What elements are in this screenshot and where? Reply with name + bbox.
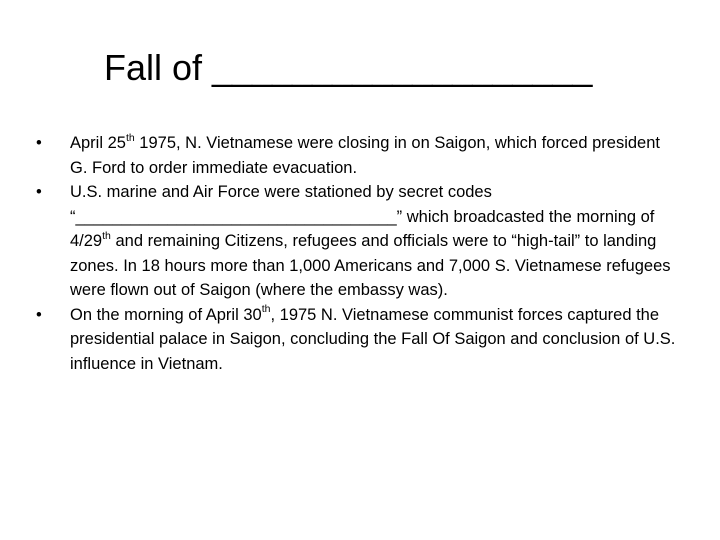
bullet-icon: • [36,134,42,152]
bullet-item-palace-captured [36,303,676,377]
slide-title: Fall of ___________________ [104,47,593,88]
bullet-list [36,131,676,376]
bullet-text: On the morning of April 30 [70,305,262,324]
bullet-icon: • [36,183,42,201]
bullet-icon: • [36,305,42,324]
bullet-text-cont: , 1975 N. Vietnamese communist forces captured the presidential palace in Saigon, concluding the Fall Of Saigon and conclusion of U.S. influence in Vietnam. [70,305,676,373]
ordinal-suffix: th [125,131,135,144]
bullet-item-evacuation [36,131,676,180]
bullet-text-cont: and remaining Citizens, refugees and officials were to “high-tail” to landing zones. In 18 hours more than 1,000 Americans and 7,000 S. Vietnamese refugees were flown out of Saigon (where the embassy was). [70,232,671,299]
bullet-text-cont: 1975, N. Vietnamese were closing in on Saigon, which forced president G. Ford to order immediate evacuation. [70,134,660,177]
ordinal-suffix: th [102,229,111,242]
bullet-text: U.S. marine and Air Force were stationed by secret codes “___________________________________” which broadcasted the morning of 4/29 [70,183,655,250]
bullet-item-secret-codes [36,180,676,303]
bullet-text: April 25 [70,134,126,152]
ordinal-suffix: th [261,303,271,315]
